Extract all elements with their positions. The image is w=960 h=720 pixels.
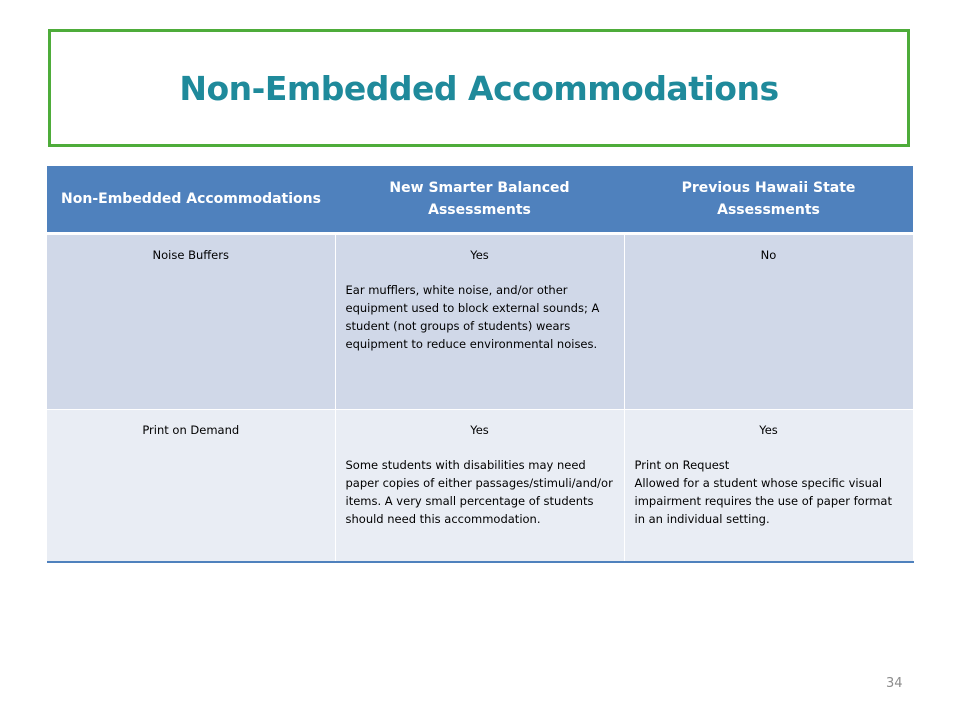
header-smarter-balanced: New Smarter Balanced Assessments — [335, 166, 624, 234]
slide-title: Non-Embedded Accommodations — [179, 68, 779, 108]
table-cell — [624, 410, 913, 563]
accommodation-name: Noise Buffers — [152, 248, 229, 262]
hsa-answer: Yes — [759, 423, 778, 437]
header-hawaii-state: Previous Hawaii State Assessments — [624, 166, 913, 234]
table-row — [47, 410, 913, 563]
sbac-answer: Yes — [470, 248, 489, 262]
hsa-note-title: Print on Request — [634, 458, 730, 472]
table-cell — [47, 410, 335, 563]
page-number: 34 — [886, 676, 903, 691]
hsa-answer: No — [760, 248, 777, 262]
table-cell — [47, 234, 335, 410]
table-cell — [335, 410, 624, 563]
sbac-answer: Yes — [470, 423, 489, 437]
table-row — [47, 234, 913, 410]
table-cell — [335, 234, 624, 410]
sbac-note: Some students with disabilities may need paper copies of either passages/stimuli/and/or items. A very small percentage of students should need this accommodation. — [345, 458, 613, 526]
table-header-row — [47, 166, 913, 234]
sbac-note: Ear mufflers, white noise, and/or other equipment used to block external sounds; A student (not groups of students) wears equipment to reduce environmental noises. — [345, 283, 600, 351]
accommodation-name: Print on Demand — [142, 423, 240, 437]
table-cell — [624, 234, 913, 410]
accommodations-table — [47, 166, 914, 563]
hsa-note: Allowed for a student whose specific visual impairment requires the use of paper format in an individual setting. — [634, 476, 892, 526]
title-box — [48, 29, 910, 147]
header-accommodation: Non-Embedded Accommodations — [47, 166, 335, 234]
